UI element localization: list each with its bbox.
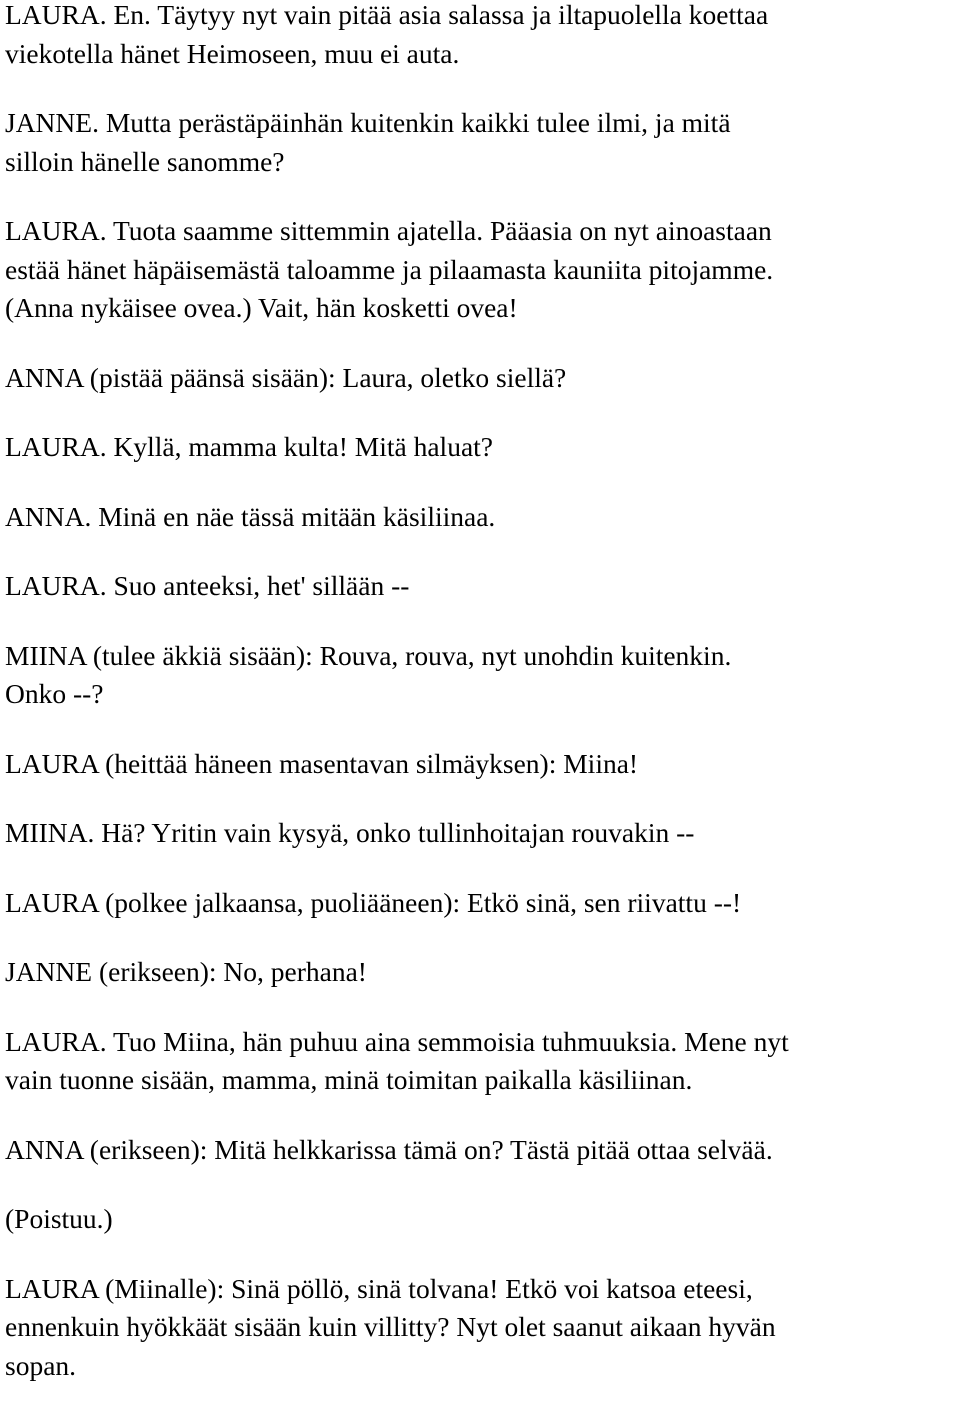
dialogue-paragraph: LAURA. Kyllä, mamma kulta! Mitä haluat?	[5, 431, 494, 462]
dialogue-paragraph: MIINA. Hä? Yritin vain kysyä, onko tullinhoitajan rouvakin --	[5, 817, 695, 848]
dialogue-paragraph: LAURA. Tuota saamme sittemmin ajatella. Pääasia on nyt ainoastaan estää hänet häpäisemästä taloamme ja pilaamasta kauniita pitojamme. (Anna nykäisee ovea.) Vait, hän kosketti ovea!	[5, 215, 774, 323]
dialogue-paragraph: MIINA (tulee äkkiä sisään): Rouva, rouva, nyt unohdin kuitenkin. Onko --?	[5, 639, 732, 709]
stage-direction: (Poistuu.)	[5, 1203, 113, 1234]
dialogue-paragraph: JANNE (erikseen): No, perhana!	[5, 956, 367, 987]
dialogue-paragraph: LAURA (heittää häneen masentavan silmäyksen): Miina!	[5, 747, 639, 779]
dialogue-paragraph: ANNA (pistää päänsä sisään): Laura, oletko siellä?	[5, 361, 567, 393]
dialogue-paragraph: LAURA. En. Täytyy nyt vain pitää asia salassa ja iltapuolella koettaa viekotella hänet Heimoseen, muu ei auta.	[5, 0, 769, 69]
dialogue-paragraph: JANNE. Mutta perästäpäinhän kuitenkin kaikki tulee ilmi, ja mitä silloin hänelle sanomme?	[5, 107, 731, 177]
dialogue-paragraph: ANNA. Minä en näe tässä mitään käsiliinaa.	[5, 500, 496, 532]
dialogue-paragraph: ANNA (erikseen): Mitä helkkarissa tämä on? Tästä pitää ottaa selvää.	[5, 1133, 773, 1165]
dialogue-paragraph: LAURA (Miinalle): Sinä pöllö, sinä tolvana! Etkö voi katsoa eteesi, ennenkuin hyökkäät sisään kuin villitty? Nyt olet saanut aikaan hyvän sopan.	[5, 1272, 776, 1381]
play-text-page	[5, 0, 960, 1416]
dialogue-paragraph: LAURA. Suo anteeksi, het' sillään --	[5, 570, 410, 601]
dialogue-paragraph: LAURA (polkee jalkaansa, puoliääneen): Etkö sinä, sen riivattu --!	[5, 886, 742, 918]
dialogue-paragraph: LAURA. Tuo Miina, hän puhuu aina semmoisia tuhmuuksia. Mene nyt vain tuonne sisään, mamma, minä toimitan paikalla käsiliinan.	[5, 1025, 789, 1095]
